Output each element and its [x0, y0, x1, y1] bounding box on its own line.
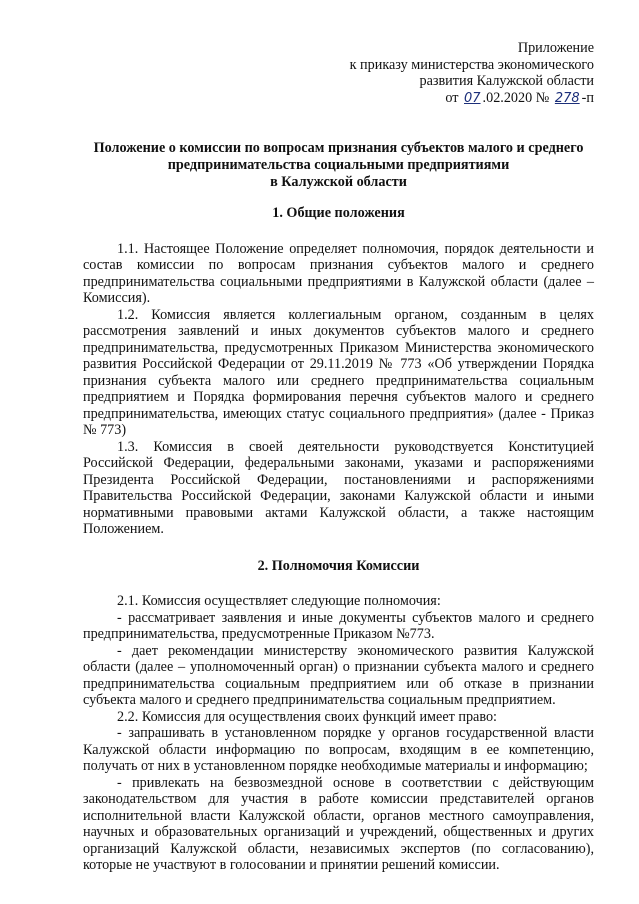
paragraph-1-2: 1.2. Комиссия является коллегиальным органом, созданным в целях рассмотрения заявлений и иных документов субъектов малого и среднего предпринимательства, предусмотренных Приказом Министерства экономического развития Российской Федерации от 29.11.2019 № 773 «Об утверждении Порядка признания субъекта малого или среднего предпринимательства социальным предприятием и Порядка формирования перечня субъектов малого и среднего предпринимательства, имеющих статус социального предприятия» (далее - Приказ № 773)	[83, 306, 594, 438]
order-number-handwritten: 278	[554, 90, 580, 106]
document-title	[83, 140, 594, 191]
title-line-1: Положение о комиссии по вопросам признания субъектов малого и среднего	[93, 140, 584, 156]
paragraph-1-1: 1.1. Настоящее Положение определяет полномочия, порядок деятельности и состав комиссии по вопросам признания субъектов малого и среднего предпринимательства социальными предприятиями в Калужской области (далее – Комиссия).	[83, 240, 594, 306]
paragraph-2-1-item-1: - рассматривает заявления и иные документы субъектов малого и среднего предпринимательства, предусмотренные Приказом №773.	[83, 609, 594, 642]
title-line-2: предпринимательства социальными предприятиями	[167, 157, 510, 173]
number-suffix: -п	[581, 89, 594, 106]
paragraph-2-1-item-2: - дает рекомендации министерству экономического развития Калужской области (далее – уполномоченный орган) о признании субъекта малого и среднего предпринимательства социальным предприятием или об отказе в признании субъекта малого и среднего предпринимательства социальным предприятием.	[83, 642, 594, 708]
header-line-order: к приказу министерства экономического	[349, 56, 594, 73]
section-1-heading: 1. Общие положения	[272, 205, 405, 221]
section-2-heading: 2. Полномочия Комиссии	[257, 557, 420, 574]
paragraph-1-3: 1.3. Комиссия в своей деятельности руководствуется Конституцией Российской Федерации, федеральными законами, указами и распоряжениями Президента Российской Федерации, постановлениями и распоряжениями Правительства Российской Федерации, законами Калужской области и иными нормативными правовыми актами Калужской области, а также настоящим Положением.	[83, 438, 594, 537]
paragraph-2-2-item-2: - привлекать на безвозмездной основе в соответствии с действующим законодательством для участия в работе комиссии представителей органов исполнительной власти Калужской области, органов местного самоуправления, научных и образовательных организаций и учреждений, общественных и других организаций Калужской области, независимых экспертов (по согласованию), которые не участвуют в голосовании и принятии решений комиссии.	[83, 774, 594, 873]
paragraph-2-2: 2.2. Комиссия для осуществления своих функций имеет право:	[117, 708, 497, 725]
date-prefix: от	[445, 89, 459, 106]
number-label: №	[535, 89, 550, 106]
document-body	[83, 205, 594, 874]
paragraph-2-1: 2.1. Комиссия осуществляет следующие полномочия:	[117, 593, 441, 609]
header-line-appendix: Приложение	[517, 40, 594, 56]
paragraph-2-2-item-1: - запрашивать в установленном порядке у органов государственной власти Калужской области информацию по вопросам, входящим в ее компетенцию, получать от них в установленном порядке необходимые материалы и информацию;	[83, 725, 594, 774]
appendix-header	[350, 40, 594, 107]
header-line-ministry: развития Калужской области	[419, 73, 594, 89]
title-line-3: в Калужской области	[270, 174, 407, 190]
date-rest: .02.2020	[482, 89, 533, 106]
header-line-date	[350, 90, 594, 108]
date-day-handwritten: 07	[464, 90, 481, 106]
